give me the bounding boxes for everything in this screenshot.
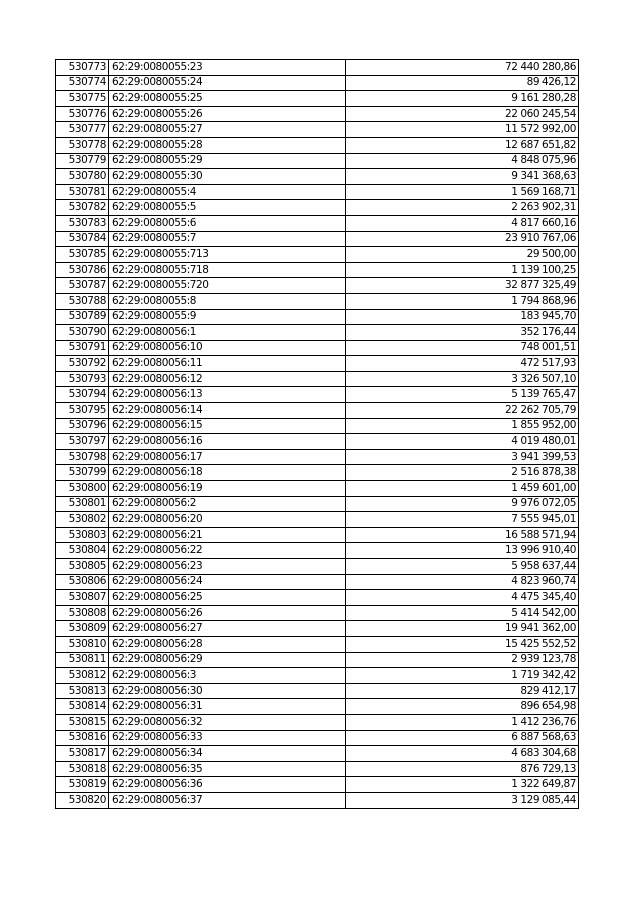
table-row xyxy=(56,309,579,325)
cadastral-value-cell: 9 341 368,63 xyxy=(346,169,579,185)
cadastral-value-cell: 1 139 100,25 xyxy=(346,262,579,278)
cadastral-number-cell: 62:29:0080055:720 xyxy=(109,278,346,294)
cadastral-value-cell: 4 823 960,74 xyxy=(346,574,579,590)
table-row xyxy=(56,465,579,481)
table-row xyxy=(56,371,579,387)
table-row xyxy=(56,434,579,450)
row-number-cell: 530798 xyxy=(56,449,109,465)
cadastral-number-cell: 62:29:0080055:25 xyxy=(109,91,346,107)
cadastral-number-cell: 62:29:0080056:35 xyxy=(109,761,346,777)
row-number-cell: 530807 xyxy=(56,590,109,606)
row-number-cell: 530797 xyxy=(56,434,109,450)
table-row xyxy=(56,325,579,341)
table-row xyxy=(56,200,579,216)
cadastral-value-cell: 5 139 765,47 xyxy=(346,387,579,403)
cadastral-number-cell: 62:29:0080056:36 xyxy=(109,777,346,793)
row-number-cell: 530781 xyxy=(56,184,109,200)
cadastral-value-cell: 22 262 705,79 xyxy=(346,403,579,419)
row-number-cell: 530795 xyxy=(56,403,109,419)
table-row xyxy=(56,215,579,231)
cadastral-value-cell: 23 910 767,06 xyxy=(346,231,579,247)
row-number-cell: 530785 xyxy=(56,247,109,263)
cadastral-value-cell: 876 729,13 xyxy=(346,761,579,777)
cadastral-value-cell: 3 941 399,53 xyxy=(346,449,579,465)
table-row xyxy=(56,761,579,777)
cadastral-number-cell: 62:29:0080056:24 xyxy=(109,574,346,590)
cadastral-value-cell: 9 161 280,28 xyxy=(346,91,579,107)
table-row xyxy=(56,403,579,419)
row-number-cell: 530779 xyxy=(56,153,109,169)
cadastral-value-cell: 183 945,70 xyxy=(346,309,579,325)
cadastral-value-cell: 7 555 945,01 xyxy=(346,512,579,528)
cadastral-number-cell: 62:29:0080056:25 xyxy=(109,590,346,606)
cadastral-number-cell: 62:29:0080055:713 xyxy=(109,247,346,263)
row-number-cell: 530806 xyxy=(56,574,109,590)
cadastral-number-cell: 62:29:0080056:29 xyxy=(109,652,346,668)
row-number-cell: 530809 xyxy=(56,621,109,637)
table-row xyxy=(56,605,579,621)
cadastral-value-cell: 1 569 168,71 xyxy=(346,184,579,200)
cadastral-number-cell: 62:29:0080055:27 xyxy=(109,122,346,138)
cadastral-number-cell: 62:29:0080056:1 xyxy=(109,325,346,341)
cadastral-number-cell: 62:29:0080056:13 xyxy=(109,387,346,403)
cadastral-value-cell: 9 976 072,05 xyxy=(346,496,579,512)
cadastral-value-cell: 4 019 480,01 xyxy=(346,434,579,450)
row-number-cell: 530805 xyxy=(56,559,109,575)
cadastral-value-cell: 472 517,93 xyxy=(346,356,579,372)
table-row xyxy=(56,559,579,575)
cadastral-number-cell: 62:29:0080056:3 xyxy=(109,668,346,684)
row-number-cell: 530816 xyxy=(56,730,109,746)
row-number-cell: 530793 xyxy=(56,371,109,387)
cadastral-value-cell: 2 939 123,78 xyxy=(346,652,579,668)
cadastral-number-cell: 62:29:0080056:11 xyxy=(109,356,346,372)
row-number-cell: 530794 xyxy=(56,387,109,403)
table-row xyxy=(56,106,579,122)
table-row xyxy=(56,169,579,185)
cadastral-number-cell: 62:29:0080056:2 xyxy=(109,496,346,512)
cadastral-number-cell: 62:29:0080056:34 xyxy=(109,746,346,762)
cadastral-number-cell: 62:29:0080056:17 xyxy=(109,449,346,465)
row-number-cell: 530814 xyxy=(56,699,109,715)
cadastral-number-cell: 62:29:0080056:10 xyxy=(109,340,346,356)
cadastral-value-cell: 829 412,17 xyxy=(346,683,579,699)
row-number-cell: 530817 xyxy=(56,746,109,762)
cadastral-value-cell: 89 426,12 xyxy=(346,75,579,91)
table-row xyxy=(56,278,579,294)
row-number-cell: 530804 xyxy=(56,543,109,559)
table-row xyxy=(56,574,579,590)
table-row xyxy=(56,527,579,543)
cadastral-number-cell: 62:29:0080055:5 xyxy=(109,200,346,216)
cadastral-value-table xyxy=(55,59,579,809)
cadastral-number-cell: 62:29:0080056:22 xyxy=(109,543,346,559)
cadastral-number-cell: 62:29:0080055:30 xyxy=(109,169,346,185)
cadastral-number-cell: 62:29:0080056:30 xyxy=(109,683,346,699)
row-number-cell: 530812 xyxy=(56,668,109,684)
row-number-cell: 530815 xyxy=(56,714,109,730)
cadastral-value-cell: 16 588 571,94 xyxy=(346,527,579,543)
cadastral-value-cell: 11 572 992,00 xyxy=(346,122,579,138)
table-row xyxy=(56,247,579,263)
cadastral-value-cell: 1 794 868,96 xyxy=(346,293,579,309)
cadastral-value-cell: 13 996 910,40 xyxy=(346,543,579,559)
row-number-cell: 530784 xyxy=(56,231,109,247)
cadastral-value-cell: 1 855 952,00 xyxy=(346,418,579,434)
cadastral-value-cell: 2 263 902,31 xyxy=(346,200,579,216)
table-row xyxy=(56,387,579,403)
table-row xyxy=(56,122,579,138)
cadastral-value-cell: 4 817 660,16 xyxy=(346,215,579,231)
cadastral-number-cell: 62:29:0080056:12 xyxy=(109,371,346,387)
table-row xyxy=(56,449,579,465)
cadastral-value-cell: 2 516 878,38 xyxy=(346,465,579,481)
cadastral-value-cell: 32 877 325,49 xyxy=(346,278,579,294)
cadastral-number-cell: 62:29:0080055:24 xyxy=(109,75,346,91)
table-row xyxy=(56,356,579,372)
cadastral-number-cell: 62:29:0080056:26 xyxy=(109,605,346,621)
cadastral-number-cell: 62:29:0080056:19 xyxy=(109,481,346,497)
table-row xyxy=(56,418,579,434)
cadastral-value-cell: 29 500,00 xyxy=(346,247,579,263)
table-row xyxy=(56,184,579,200)
row-number-cell: 530810 xyxy=(56,636,109,652)
cadastral-value-cell: 15 425 552,52 xyxy=(346,636,579,652)
cadastral-value-cell: 352 176,44 xyxy=(346,325,579,341)
cadastral-number-cell: 62:29:0080056:15 xyxy=(109,418,346,434)
table-row xyxy=(56,714,579,730)
row-number-cell: 530777 xyxy=(56,122,109,138)
row-number-cell: 530803 xyxy=(56,527,109,543)
row-number-cell: 530796 xyxy=(56,418,109,434)
cadastral-number-cell: 62:29:0080055:26 xyxy=(109,106,346,122)
row-number-cell: 530791 xyxy=(56,340,109,356)
row-number-cell: 530789 xyxy=(56,309,109,325)
table-row xyxy=(56,652,579,668)
cadastral-number-cell: 62:29:0080055:28 xyxy=(109,137,346,153)
table-row xyxy=(56,590,579,606)
cadastral-value-cell: 4 475 345,40 xyxy=(346,590,579,606)
row-number-cell: 530802 xyxy=(56,512,109,528)
cadastral-number-cell: 62:29:0080055:29 xyxy=(109,153,346,169)
cadastral-value-cell: 1 322 649,87 xyxy=(346,777,579,793)
table-row xyxy=(56,496,579,512)
table-row xyxy=(56,668,579,684)
row-number-cell: 530790 xyxy=(56,325,109,341)
cadastral-value-cell: 4 683 304,68 xyxy=(346,746,579,762)
row-number-cell: 530776 xyxy=(56,106,109,122)
row-number-cell: 530788 xyxy=(56,293,109,309)
row-number-cell: 530820 xyxy=(56,792,109,808)
row-number-cell: 530787 xyxy=(56,278,109,294)
cadastral-number-cell: 62:29:0080056:27 xyxy=(109,621,346,637)
cadastral-number-cell: 62:29:0080055:4 xyxy=(109,184,346,200)
table-row xyxy=(56,636,579,652)
table-row xyxy=(56,91,579,107)
table-row xyxy=(56,262,579,278)
cadastral-value-cell: 12 687 651,82 xyxy=(346,137,579,153)
table-row xyxy=(56,137,579,153)
row-number-cell: 530799 xyxy=(56,465,109,481)
row-number-cell: 530811 xyxy=(56,652,109,668)
row-number-cell: 530780 xyxy=(56,169,109,185)
table-row xyxy=(56,683,579,699)
row-number-cell: 530782 xyxy=(56,200,109,216)
cadastral-number-cell: 62:29:0080056:14 xyxy=(109,403,346,419)
cadastral-value-cell: 72 440 280,86 xyxy=(346,60,579,76)
cadastral-value-cell: 1 412 236,76 xyxy=(346,714,579,730)
cadastral-number-cell: 62:29:0080055:8 xyxy=(109,293,346,309)
table-row xyxy=(56,231,579,247)
cadastral-number-cell: 62:29:0080056:33 xyxy=(109,730,346,746)
cadastral-number-cell: 62:29:0080056:32 xyxy=(109,714,346,730)
row-number-cell: 530773 xyxy=(56,60,109,76)
cadastral-number-cell: 62:29:0080056:20 xyxy=(109,512,346,528)
table-body xyxy=(56,60,579,809)
table-row xyxy=(56,481,579,497)
cadastral-number-cell: 62:29:0080055:7 xyxy=(109,231,346,247)
cadastral-number-cell: 62:29:0080056:16 xyxy=(109,434,346,450)
row-number-cell: 530783 xyxy=(56,215,109,231)
table-row xyxy=(56,746,579,762)
table-row xyxy=(56,293,579,309)
cadastral-number-cell: 62:29:0080056:21 xyxy=(109,527,346,543)
cadastral-number-cell: 62:29:0080056:28 xyxy=(109,636,346,652)
table-row xyxy=(56,153,579,169)
cadastral-value-cell: 896 654,98 xyxy=(346,699,579,715)
row-number-cell: 530819 xyxy=(56,777,109,793)
cadastral-value-cell: 1 459 601,00 xyxy=(346,481,579,497)
cadastral-number-cell: 62:29:0080055:718 xyxy=(109,262,346,278)
cadastral-number-cell: 62:29:0080056:18 xyxy=(109,465,346,481)
cadastral-number-cell: 62:29:0080056:37 xyxy=(109,792,346,808)
table-row xyxy=(56,621,579,637)
cadastral-number-cell: 62:29:0080055:23 xyxy=(109,60,346,76)
cadastral-value-cell: 19 941 362,00 xyxy=(346,621,579,637)
cadastral-value-cell: 22 060 245,54 xyxy=(346,106,579,122)
row-number-cell: 530775 xyxy=(56,91,109,107)
row-number-cell: 530818 xyxy=(56,761,109,777)
table-row xyxy=(56,75,579,91)
row-number-cell: 530808 xyxy=(56,605,109,621)
row-number-cell: 530786 xyxy=(56,262,109,278)
cadastral-value-cell: 1 719 342,42 xyxy=(346,668,579,684)
table-row xyxy=(56,60,579,76)
cadastral-number-cell: 62:29:0080056:23 xyxy=(109,559,346,575)
row-number-cell: 530813 xyxy=(56,683,109,699)
row-number-cell: 530801 xyxy=(56,496,109,512)
table-row xyxy=(56,512,579,528)
cadastral-number-cell: 62:29:0080055:6 xyxy=(109,215,346,231)
cadastral-number-cell: 62:29:0080056:31 xyxy=(109,699,346,715)
row-number-cell: 530774 xyxy=(56,75,109,91)
row-number-cell: 530778 xyxy=(56,137,109,153)
cadastral-value-cell: 748 001,51 xyxy=(346,340,579,356)
cadastral-value-cell: 6 887 568,63 xyxy=(346,730,579,746)
row-number-cell: 530800 xyxy=(56,481,109,497)
cadastral-value-cell: 5 958 637,44 xyxy=(346,559,579,575)
row-number-cell: 530792 xyxy=(56,356,109,372)
table-row xyxy=(56,699,579,715)
table-row xyxy=(56,777,579,793)
table-row xyxy=(56,340,579,356)
cadastral-value-cell: 5 414 542,00 xyxy=(346,605,579,621)
table-row xyxy=(56,730,579,746)
table-row xyxy=(56,792,579,808)
cadastral-value-cell: 4 848 075,96 xyxy=(346,153,579,169)
table-row xyxy=(56,543,579,559)
cadastral-value-cell: 3 129 085,44 xyxy=(346,792,579,808)
cadastral-value-cell: 3 326 507,10 xyxy=(346,371,579,387)
cadastral-number-cell: 62:29:0080055:9 xyxy=(109,309,346,325)
